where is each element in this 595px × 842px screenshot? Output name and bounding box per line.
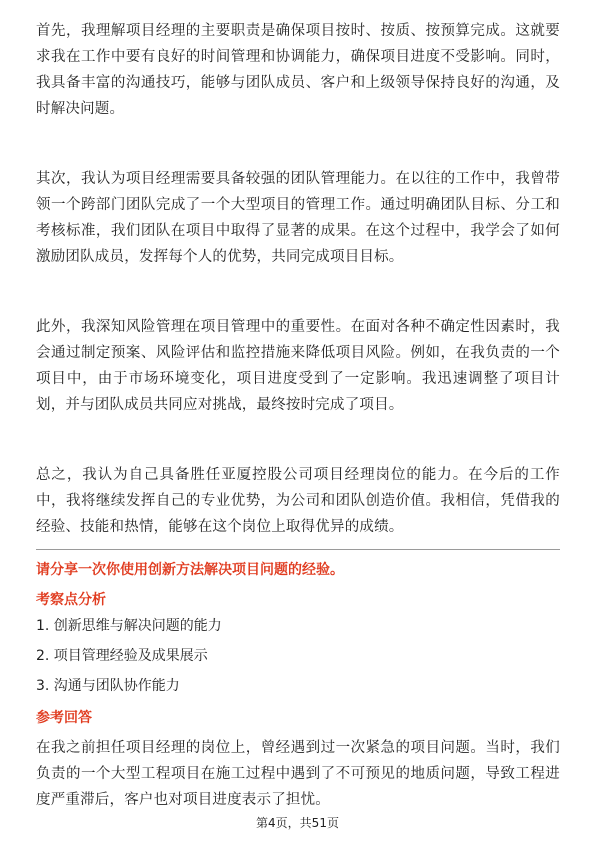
body-paragraph: 首先，我理解项目经理的主要职责是确保项目按时、按质、按预算完成。这就要求我在工作中要有良好的时间管理和协调能力，确保项目进度不受影响。同时，我具备丰富的沟通技巧，能够与团队成员、客户和上级领导保持良好的沟通，及时解决问题。 (36, 23, 560, 117)
analysis-point: 2. 项目管理经验及成果展示 (36, 648, 208, 664)
question-heading: 请分享一次你使用创新方法解决项目问题的经验。 (36, 562, 344, 578)
answer-paragraph: 在我之前担任项目经理的岗位上，曾经遇到过一次紧急的项目问题。当时，我们负责的一个大型工程项目在施工过程中遇到了不可预见的地质问题，导致工程进度严重滞后，客户也对项目进度表示了担忧。 (36, 740, 560, 808)
analysis-title: 考察点分析 (36, 592, 106, 608)
body-paragraph: 其次，我认为项目经理需要具备较强的团队管理能力。在以往的工作中，我曾带领一个跨部门团队完成了一个大型项目的管理工作。通过明确团队目标、分工和考核标准，我们团队在项目中取得了显著的成果。在这个过程中，我学会了如何激励团队成员，发挥每个人的优势，共同完成项目目标。 (36, 171, 560, 265)
body-paragraph: 此外，我深知风险管理在项目管理中的重要性。在面对各种不确定性因素时，我会通过制定预案、风险评估和监控措施来降低项目风险。例如，在我负责的一个项目中，由于市场环境变化，项目进度受到了一定影响。我迅速调整了项目计划，并与团队成员共同应对挑战，最终按时完成了项目。 (36, 319, 560, 413)
answer-title: 参考回答 (36, 710, 92, 726)
section-divider (36, 549, 560, 550)
body-paragraph: 总之，我认为自己具备胜任亚厦控股公司项目经理岗位的能力。在今后的工作中，我将继续发挥自己的专业优势，为公司和团队创造价值。我相信，凭借我的经验、技能和热情，能够在这个岗位上取得优异的成绩。 (36, 467, 560, 535)
analysis-point: 1. 创新思维与解决问题的能力 (36, 618, 222, 634)
page-number: 第4页，共51页 (256, 816, 339, 830)
analysis-point: 3. 沟通与团队协作能力 (36, 678, 180, 694)
